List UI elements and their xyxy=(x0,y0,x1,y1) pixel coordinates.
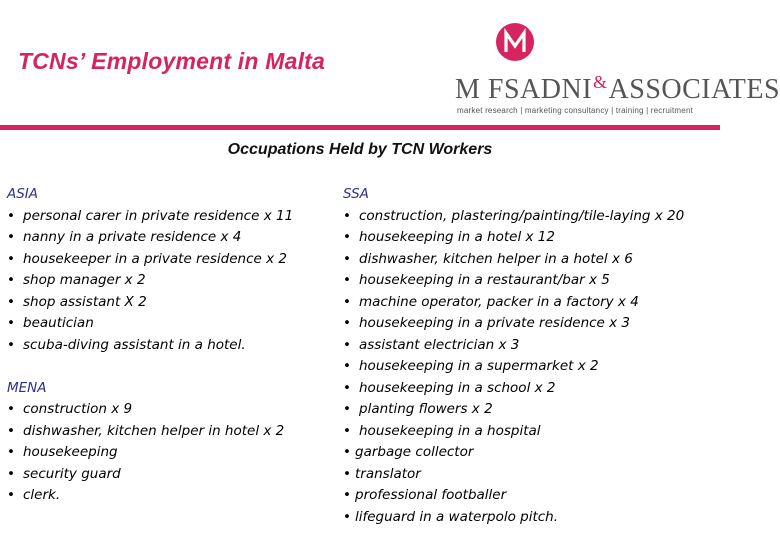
header-divider xyxy=(0,125,720,130)
bullet-icon: • xyxy=(7,229,15,245)
bullet-icon: • xyxy=(7,422,15,439)
bullet-icon: • xyxy=(343,487,351,503)
list-item: • professional footballer xyxy=(343,485,684,507)
bullet-icon: • xyxy=(7,336,15,353)
bullet-icon: • xyxy=(7,401,15,417)
bullet-icon: • xyxy=(7,250,15,267)
list-item: • scuba-diving assistant in a hotel. xyxy=(7,335,293,357)
logo-ampersand: & xyxy=(593,72,608,92)
bullet-icon: • xyxy=(343,422,351,439)
bullet-icon: • xyxy=(7,207,15,224)
bullet-icon: • xyxy=(343,379,351,396)
bullet-icon: • xyxy=(343,336,351,353)
right-column xyxy=(343,184,684,528)
bullet-icon: • xyxy=(343,293,351,310)
bullet-icon: • xyxy=(343,272,351,288)
list-item: • shop manager x 2 xyxy=(7,270,293,292)
list-item: • security guard xyxy=(7,464,293,486)
bullet-icon: • xyxy=(7,315,15,331)
list-item: • housekeeping in a supermarket x 2 xyxy=(343,356,684,378)
region-heading-ssa: SSA xyxy=(343,186,369,202)
list-item: • planting flowers x 2 xyxy=(343,399,684,421)
bullet-icon: • xyxy=(7,487,15,503)
m-monogram-icon xyxy=(495,22,535,62)
logo-name-right: ASSOCIATES xyxy=(608,74,780,105)
bullet-icon: • xyxy=(343,250,351,267)
list-item: • dishwasher, kitchen helper in hotel x 2 xyxy=(7,421,293,443)
list-item: • assistant electrician x 3 xyxy=(343,335,684,357)
logo-name-left: M FSADNI xyxy=(455,74,593,105)
region-heading-mena: MENA xyxy=(7,379,47,396)
bullet-icon: • xyxy=(343,315,351,331)
company-logo xyxy=(455,18,780,118)
list-item: • nanny in a private residence x 4 xyxy=(7,227,293,249)
list-item: • housekeeping in a school x 2 xyxy=(343,378,684,400)
list-item: • machine operator, packer in a factory x 4 xyxy=(343,292,684,314)
region-heading-asia: ASIA xyxy=(7,186,39,202)
bullet-icon: • xyxy=(7,465,15,482)
list-item: • clerk. xyxy=(7,485,293,507)
bullet-icon: • xyxy=(343,508,351,525)
bullet-icon: • xyxy=(343,358,351,374)
list-item: • housekeeping in a hotel x 12 xyxy=(343,227,684,249)
list-item: • housekeeping in a hospital xyxy=(343,421,684,443)
slide-subtitle: Occupations Held by TCN Workers xyxy=(227,141,493,158)
list-item: • housekeeper in a private residence x 2 xyxy=(7,249,293,271)
bullet-icon: • xyxy=(343,444,351,460)
bullet-icon: • xyxy=(7,444,15,460)
list-item: • construction, plastering/painting/tile-laying x 20 xyxy=(343,206,684,228)
list-item: • lifeguard in a waterpolo pitch. xyxy=(343,507,684,529)
logo-wordmark xyxy=(455,72,780,106)
bullet-icon: • xyxy=(343,401,351,417)
list-item: • housekeeping xyxy=(7,442,293,464)
list-item: • translator xyxy=(343,464,684,486)
list-item: • housekeeping in a private residence x 3 xyxy=(343,313,684,335)
list-item: • construction x 9 xyxy=(7,399,293,421)
list-item: • shop assistant X 2 xyxy=(7,292,293,314)
list-item: • beautician xyxy=(7,313,293,335)
bullet-icon: • xyxy=(7,293,15,310)
list-item: • personal carer in private residence x 11 xyxy=(7,206,293,228)
slide-title: TCNs’ Employment in Malta xyxy=(18,48,326,74)
bullet-icon: • xyxy=(343,465,351,482)
bullet-icon: • xyxy=(343,207,351,224)
list-item: • garbage collector xyxy=(343,442,684,464)
bullet-icon: • xyxy=(343,229,351,245)
list-item: • housekeeping in a restaurant/bar x 5 xyxy=(343,270,684,292)
bullet-icon: • xyxy=(7,272,15,288)
left-column xyxy=(7,184,293,507)
spacer xyxy=(7,356,293,378)
list-item: • dishwasher, kitchen helper in a hotel x 6 xyxy=(343,249,684,271)
logo-tagline: market research | marketing consultancy | training | recruitment xyxy=(457,106,694,115)
